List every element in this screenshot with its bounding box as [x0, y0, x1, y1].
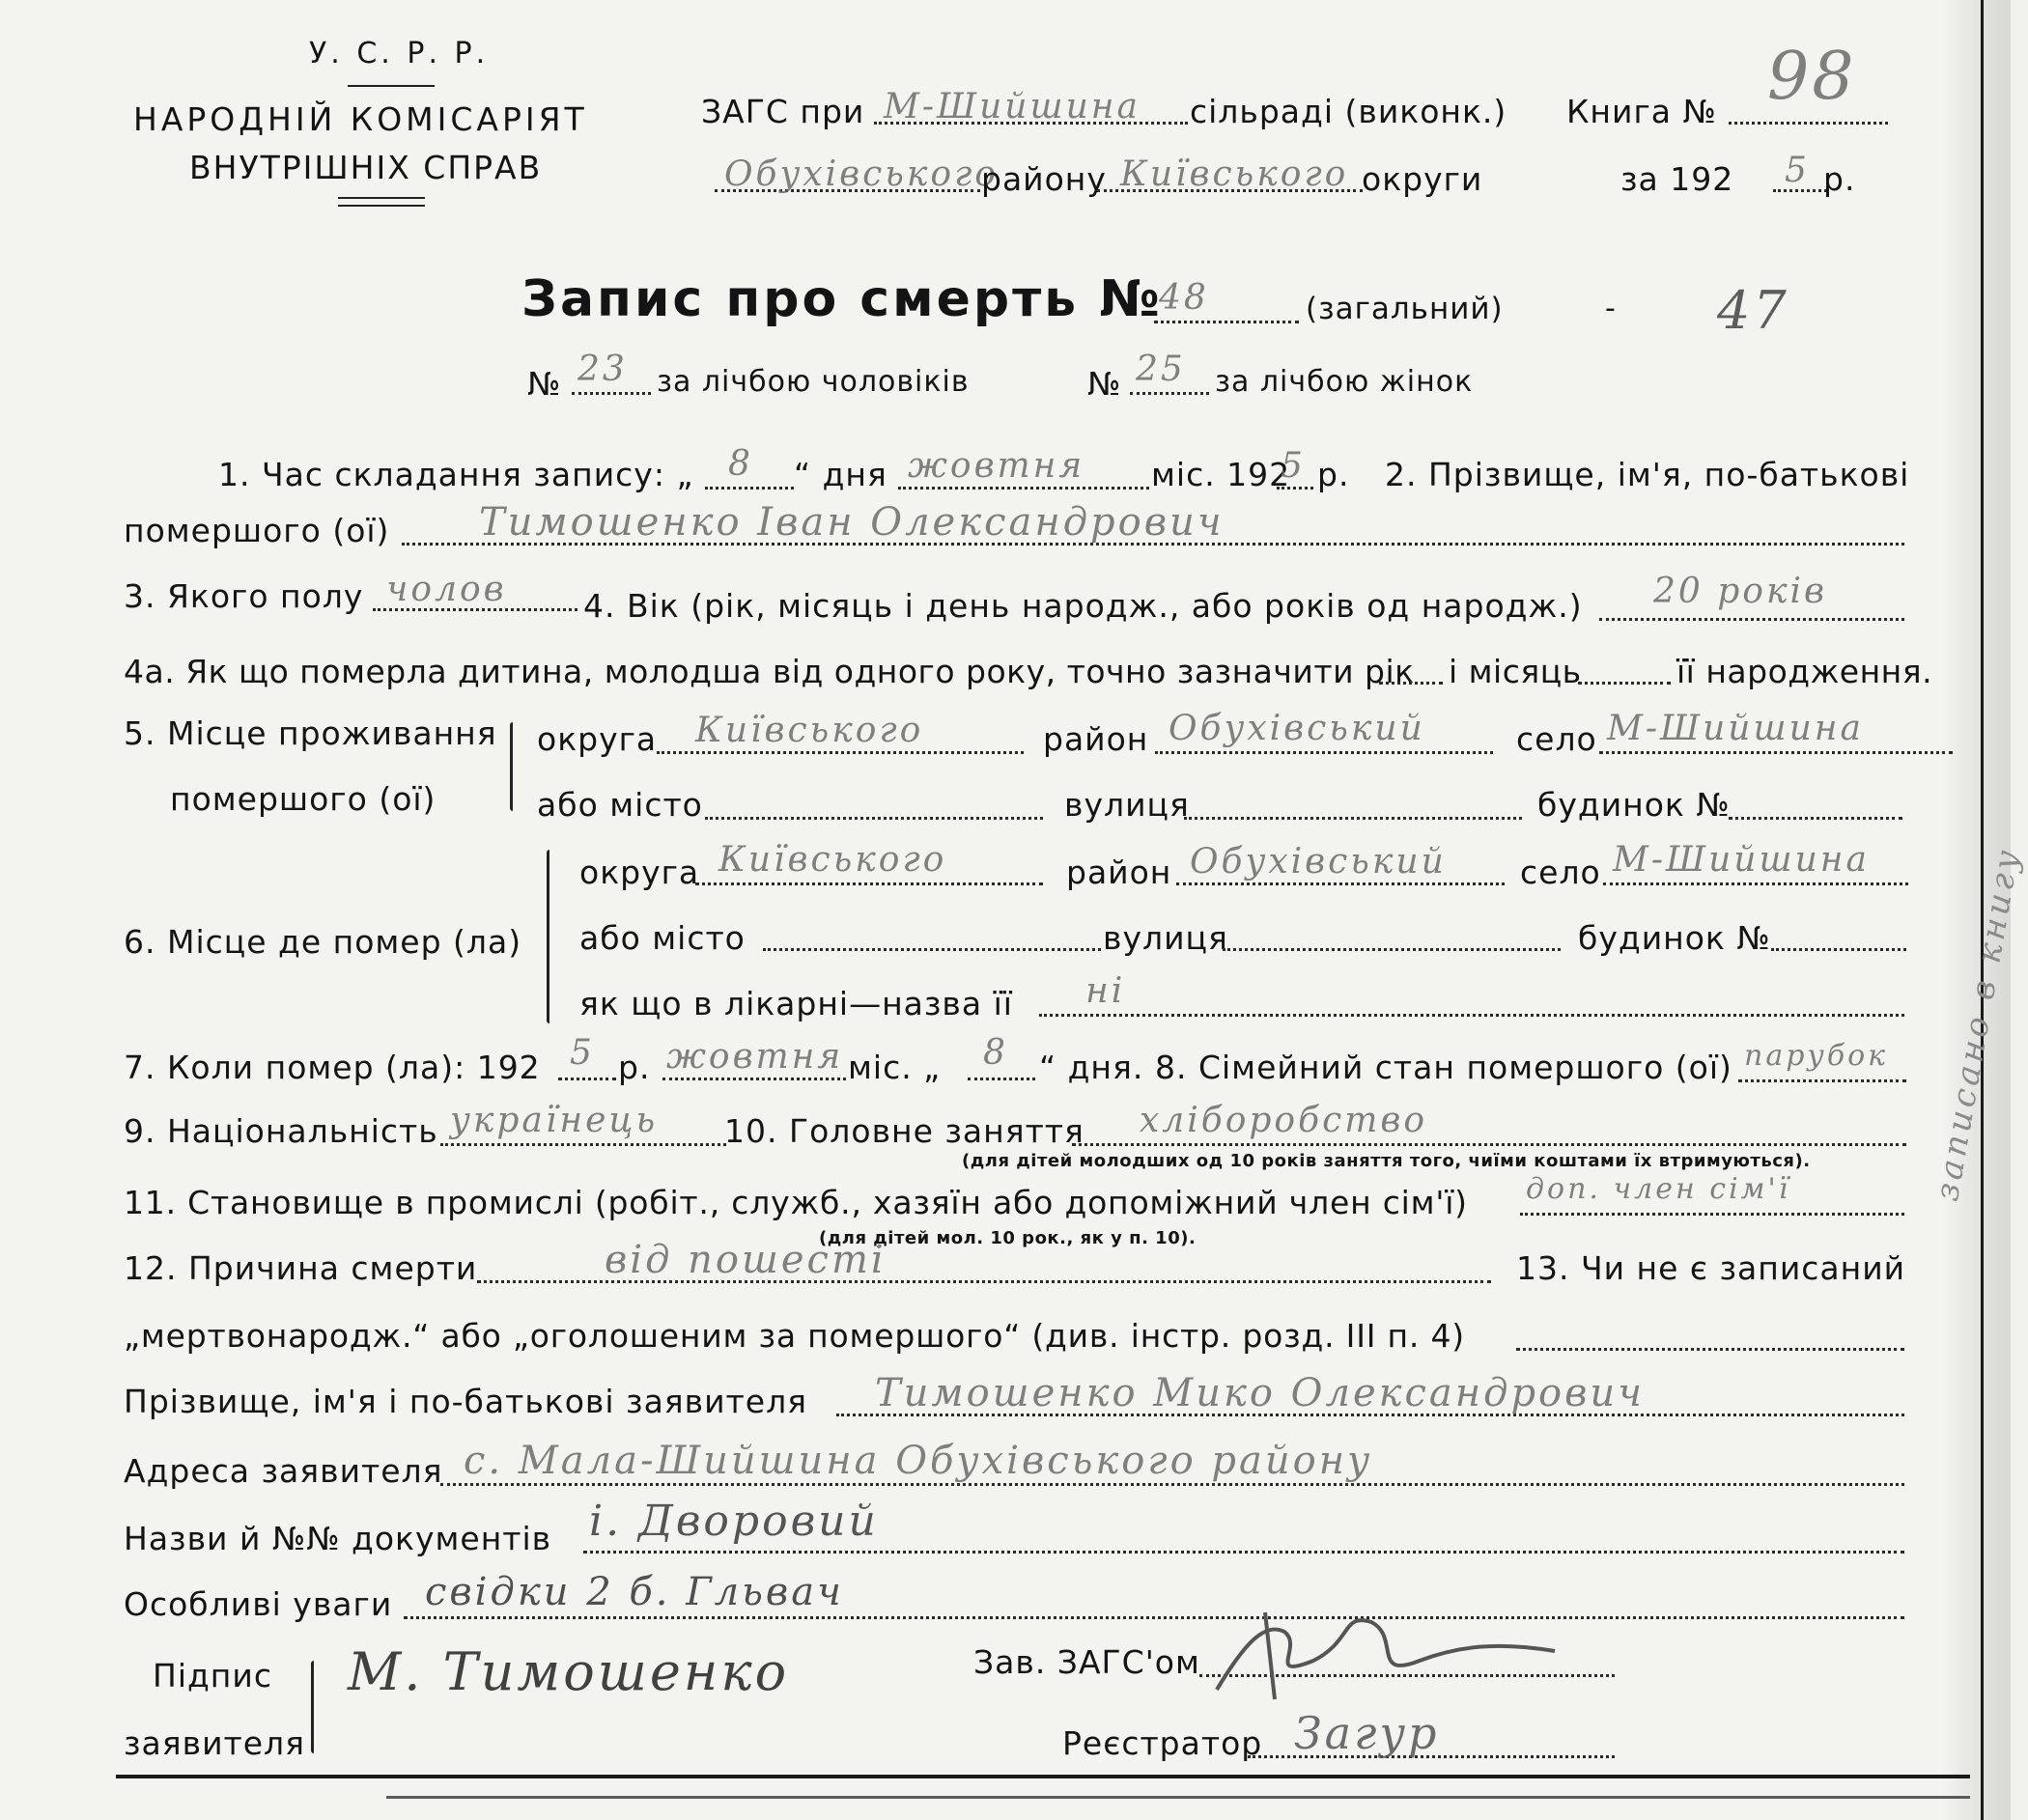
f4a-month-dots [1578, 682, 1671, 685]
applicant-signature: М. Тимошенко [348, 1641, 790, 1702]
f11-dots [1520, 1213, 1904, 1216]
f9-label: 9. Національність [124, 1112, 438, 1150]
f6-likarnia-dots [1039, 1014, 1904, 1017]
f1-label: 1. Час складання запису: „ [218, 456, 694, 493]
docs-value: і. Дворовий [589, 1497, 879, 1546]
f5-selo-dots [1599, 751, 1953, 754]
f4a-end: її народження. [1676, 653, 1933, 690]
f7-label: 7. Коли помер (ла): 192 [124, 1049, 541, 1086]
year-suffix: р. [1823, 160, 1856, 198]
notes-label: Особливі уваги [124, 1585, 393, 1623]
f7-day: 8 [983, 1033, 1008, 1073]
women-no-label: № [1087, 365, 1122, 403]
f7-year: 5 [570, 1033, 595, 1073]
year-label: за 192 [1620, 160, 1734, 198]
f6-brace [547, 850, 549, 1023]
f4a-month: і місяць [1449, 653, 1582, 690]
f1-r: р. [1317, 456, 1350, 493]
header-rule-3 [338, 205, 425, 207]
notes-dots [404, 1616, 1904, 1619]
f1-year-dots [1277, 487, 1313, 490]
f10-value: хліборобство [1140, 1101, 1428, 1140]
f6-label: 6. Місце де помер (ла) [124, 923, 522, 961]
f11-label: 11. Становище в промислі (робіт., служб., хазяїн або допоміжний член сім'ї) [124, 1184, 1468, 1221]
applicant-name-label: Прізвище, ім'я і по-батькові заявителя [124, 1383, 808, 1420]
f4-label: 4. Вік (рік, місяць і день народж., або років од народж.) [583, 587, 1583, 625]
women-count-label: за лічбою жінок [1215, 365, 1474, 399]
f6-vul-label: вулиця [1103, 919, 1228, 957]
side-dash: - [1605, 292, 1617, 325]
f5-bud-dots [1729, 817, 1902, 820]
margin-note: записано в книгу [1928, 843, 2028, 1204]
registrar-label: Реєстратор [1062, 1724, 1263, 1762]
header-rule-1 [348, 85, 435, 87]
f6-misto-label: або місто [579, 919, 746, 957]
raionu-label: району [981, 160, 1107, 198]
f2-value: Тимошенко Іван Олександрович [479, 500, 1225, 545]
f5-raion-value: Обухівський [1169, 709, 1425, 748]
f5-okruga-label: округа [537, 720, 658, 758]
f6-selo-dots [1603, 882, 1908, 885]
f3-label: 3. Якого полу [124, 577, 364, 615]
header-commissariat-line1: НАРОДНІЙ КОМІСАРІЯТ [133, 100, 588, 138]
f7-mis: міс. „ [848, 1049, 942, 1086]
f8-value: парубок [1744, 1039, 1889, 1073]
f6-misto-dots [763, 948, 1101, 951]
f9-dots [440, 1143, 726, 1146]
f10-note: (для дітей молодших од 10 років заняття того, чиїми коштами їх втримуються). [962, 1151, 1811, 1171]
f13-label: 13. Чи не є записаний [1516, 1249, 1906, 1287]
registrar-signature: Загур [1294, 1707, 1440, 1759]
side-number: 47 [1717, 280, 1789, 341]
okrugy-value: Київського [1120, 154, 1349, 194]
zav-zags-label: Зав. ЗАГС'ом [973, 1643, 1200, 1681]
f7-year-dots [558, 1078, 616, 1080]
f1-mis: міс. 192 [1151, 456, 1291, 493]
f4a-label: 4а. Як що померла дитина, молодша від одного року, точно зазначити рік [124, 653, 1415, 690]
kniga-label: Книга № [1566, 93, 1717, 130]
docs-label: Назви й №№ документів [124, 1520, 552, 1557]
f7-day-dots [968, 1078, 1035, 1080]
okrugy-label: округи [1362, 160, 1483, 198]
applicant-addr-label: Адреса заявителя [124, 1452, 443, 1490]
docs-dots [583, 1551, 1904, 1554]
f2-label: 2. Прізвище, ім'я, по-батькові [1385, 456, 1910, 493]
f1-quote: “ дня [794, 456, 887, 493]
sign-label-1: Підпис [153, 1657, 272, 1694]
f5-raion-label: район [1043, 720, 1149, 758]
f6-raion-label: район [1066, 854, 1172, 891]
f1-month-dots [898, 487, 1149, 490]
f11-value: доп. член сім'ї [1526, 1172, 1791, 1206]
f6-okruga-value: Київського [718, 840, 947, 880]
f5-label-2: помершого (ої) [170, 780, 437, 818]
sign-label-2: заявителя [124, 1724, 305, 1762]
sign-brace [311, 1661, 314, 1753]
bottom-border-secondary [386, 1796, 1970, 1799]
applicant-name-value: Тимошенко Мико Олександрович [875, 1371, 1646, 1415]
f9-value: українець [450, 1101, 659, 1140]
f6-raion-value: Обухівський [1190, 842, 1447, 882]
f1-day-dots [705, 487, 794, 490]
f3-value: чолов [386, 570, 507, 609]
selradi-label: сільраді (виконк.) [1190, 93, 1507, 130]
kniga-value: 98 [1767, 39, 1857, 115]
f7-month: жовтня [666, 1037, 844, 1077]
zags-label: ЗАГС при [701, 93, 865, 130]
men-count-label: за лічбою чоловіків [657, 365, 970, 399]
notes-value: свідки 2 б. Гльвач [425, 1570, 844, 1614]
f5-okruga-value: Київського [695, 711, 924, 750]
f5-label-1: 5. Місце проживання [124, 714, 497, 752]
f4-value: 20 років [1653, 572, 1827, 611]
f6-bud-label: будинок № [1578, 919, 1771, 957]
f12-label: 12. Причина смерти [124, 1249, 478, 1287]
women-no-value: 25 [1136, 350, 1186, 389]
bottom-border [116, 1775, 1970, 1778]
f2-label-2: помершого (ої) [124, 512, 390, 549]
f1-year: 5 [1281, 446, 1306, 486]
applicant-addr-value: с. Мала-Шийшина Обухівського району [464, 1439, 1373, 1483]
f7-r: р. [618, 1049, 651, 1086]
f4a-year-dots [1379, 682, 1443, 685]
f6-okruga-dots [695, 882, 1043, 885]
men-no-value: 23 [577, 350, 628, 389]
record-zagalnyi: (загальний) [1306, 292, 1504, 326]
f6-bud-dots [1771, 948, 1906, 951]
f5-selo-value: М-Шийшина [1607, 709, 1864, 748]
f5-brace [510, 722, 513, 811]
year-value: 5 [1785, 151, 1810, 190]
f5-raion-dots [1155, 751, 1493, 754]
record-number-dots [1154, 321, 1299, 323]
header-commissariat-line2: ВНУТРІШНІХ СПРАВ [189, 149, 543, 186]
record-number-value: 48 [1159, 278, 1209, 318]
f6-raion-dots [1176, 882, 1505, 885]
f6-okruga-label: округа [579, 854, 700, 891]
women-no-dots [1130, 392, 1209, 395]
f6-likarnia-value: ні [1085, 971, 1126, 1011]
f13-label-2: „мертвонародж.“ або „оголошеним за помершого“ (див. інстр. розд. III п. 4) [124, 1317, 1465, 1355]
f10-dots [1072, 1143, 1906, 1146]
f7-month-dots [662, 1078, 846, 1080]
f5-vul-label: вулиця [1064, 786, 1190, 824]
f5-vul-dots [1184, 817, 1522, 820]
f5-misto-dots [705, 817, 1043, 820]
kniga-dots [1729, 122, 1888, 125]
raion-value: Обухівського [724, 154, 999, 194]
f12-value: від пошесті [605, 1238, 887, 1282]
f8-dots [1738, 1079, 1906, 1082]
f5-bud-label: будинок № [1537, 786, 1731, 824]
record-title: Запис про смерть № [521, 270, 1163, 328]
f1-month: жовтня [908, 446, 1085, 486]
f5-okruga-dots [657, 751, 1024, 754]
zav-zags-signature [1207, 1603, 1613, 1713]
f5-misto-label: або місто [537, 786, 703, 824]
men-no-dots [572, 392, 651, 395]
header-rule-2 [338, 197, 425, 199]
applicant-addr-dots [440, 1483, 1904, 1486]
f4-dots [1599, 618, 1904, 621]
f7-dnia: “ дня. [1039, 1049, 1144, 1086]
f11-note: (для дітей мол. 10 рок., як у п. 10). [819, 1228, 1197, 1248]
f1-day: 8 [728, 444, 753, 484]
f6-likarnia-label: як що в лікарні—назва її [579, 985, 1013, 1022]
f10-label: 10. Головне заняття [724, 1112, 1084, 1150]
men-no-label: № [527, 365, 562, 403]
f8-label: 8. Сімейний стан помершого (ої) [1155, 1049, 1732, 1086]
f13-dots [1516, 1348, 1904, 1351]
header-ussr: У. С. Р. Р. [309, 37, 490, 70]
f6-vul-dots [1223, 948, 1561, 951]
f6-selo-label: село [1520, 854, 1601, 891]
f5-selo-label: село [1516, 720, 1597, 758]
f6-selo-value: М-Шийшина [1613, 840, 1870, 880]
zags-value: М-Шийшина [884, 87, 1141, 126]
